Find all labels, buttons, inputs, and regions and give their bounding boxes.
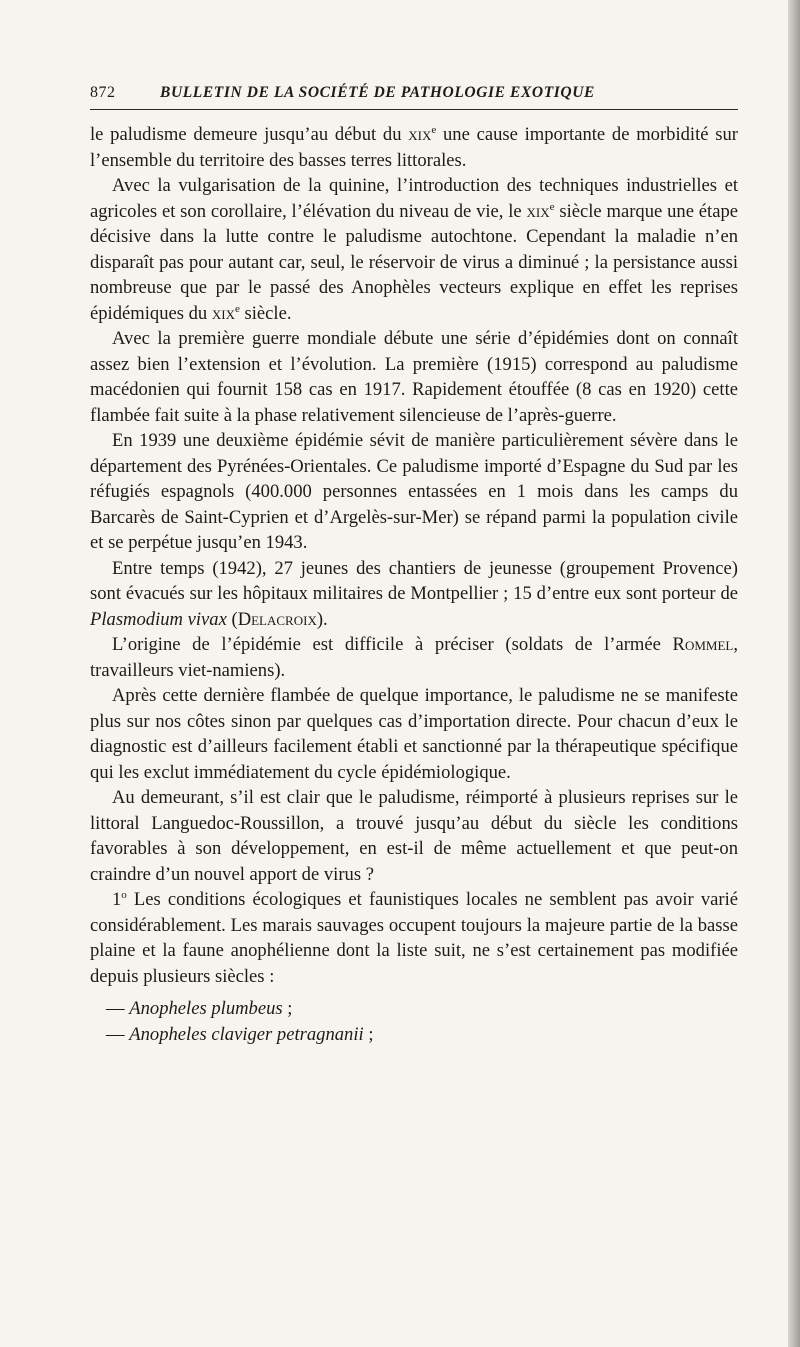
page-header (90, 84, 738, 110)
list-item: — Anopheles plumbeus ; (106, 998, 293, 1019)
book-spine-shadow (788, 0, 800, 1347)
body-text (90, 122, 738, 989)
author-name: Delacroix (237, 608, 317, 630)
paragraph-8: Au demeurant, s’il est clair que le paludisme, réimporté à plusieurs reprises sur le littoral Languedoc-Roussillon, a trouvé jusqu’au début du siècle les conditions favorables à son développement, en est-il de même actuellement et que peut-on craindre d’un nouvel apport de virus ? (90, 787, 738, 885)
running-title: BULLETIN DE LA SOCIÉTÉ DE PATHOLOGIE EXOTIQUE (160, 84, 595, 101)
paragraph-9: 1$^o$ Les conditions écologiques et faunistiques locales ne semblent pas avoir varié considérablement. Les marais sauvages occupent toujours la majeure partie de la basse plaine et la faune anophélienne dont la liste suit, ne s’est certainement pas modifiée depuis plusieurs siècles : (90, 889, 738, 987)
page-number: 872 (90, 84, 116, 101)
paragraph-6: L’origine de l’épidémie est difficile à préciser (soldats de l’armée Rommel, travailleurs viet-namiens). (90, 634, 738, 681)
paragraph-7: Après cette dernière flambée de quelque importance, le paludisme ne se manifeste plus sur nos côtes sinon par quelques cas d’importation directe. Pour chacun d’eux le diagnostic est d’ailleurs facilement établi et sanctionné par la thérapeutique spécifique qui les exclut immédiatement du cycle épidémiologique. (90, 685, 738, 783)
paragraph-4: En 1939 une deuxième épidémie sévit de manière particulièrement sévère dans le département des Pyrénées-Orientales. Ce paludisme importé d’Espagne du Sud par les réfugiés espagnols (400.000 personnes entassées en 1 mois dans les camps du Barcarès de Saint-Cyprien et d’Argelès-sur-Mer) se répand parmi la population civile et se perpétue jusqu’en 1943. (90, 430, 738, 553)
author-name: Rommel (672, 634, 734, 655)
species-list (106, 996, 738, 1047)
list-item: — Anopheles claviger petragnanii ; (106, 1023, 374, 1045)
paragraph-3: Avec la première guerre mondiale débute une série d’épidémies dont on connaît assez bien l’extension et l’évolution. La première (1915) correspond au paludisme macédonien qui fournit 158 cas en 1917. Rapidement étouffée (8 cas en 1920) cette flambée fait suite à la phase relativement silencieuse de l’après-guerre. (90, 328, 738, 426)
paragraph-1: le paludisme demeure jusqu’au début du xix$^e$ une cause importante de morbidité sur l’ensemble du territoire des basses terres littorales. (90, 124, 738, 171)
paragraph-5: Entre temps (1942), 27 jeunes des chantiers de jeunesse (groupement Provence) sont évacués sur les hôpitaux militaires de Montpellier ; 15 d’entre eux sont porteur de Plasmodium vivax (Delacroix). (90, 557, 738, 630)
species-name: Plasmodium vivax (90, 608, 227, 630)
paragraph-2: Avec la vulgarisation de la quinine, l’introduction des techniques industrielles et agricoles et son corollaire, l’élévation du niveau de vie, le xix$^e$ siècle marque une étape décisive dans la lutte contre le paludisme autochtone. Cependant la maladie n’en disparaît pas pour autant car, seul, le réservoir de virus a diminué ; la persistance aussi nombreuse que par le passé des Anophèles vecteurs explique en effet les reprises épidémiques du xix$^e$ siècle. (90, 175, 738, 324)
document-page (90, 84, 738, 1047)
